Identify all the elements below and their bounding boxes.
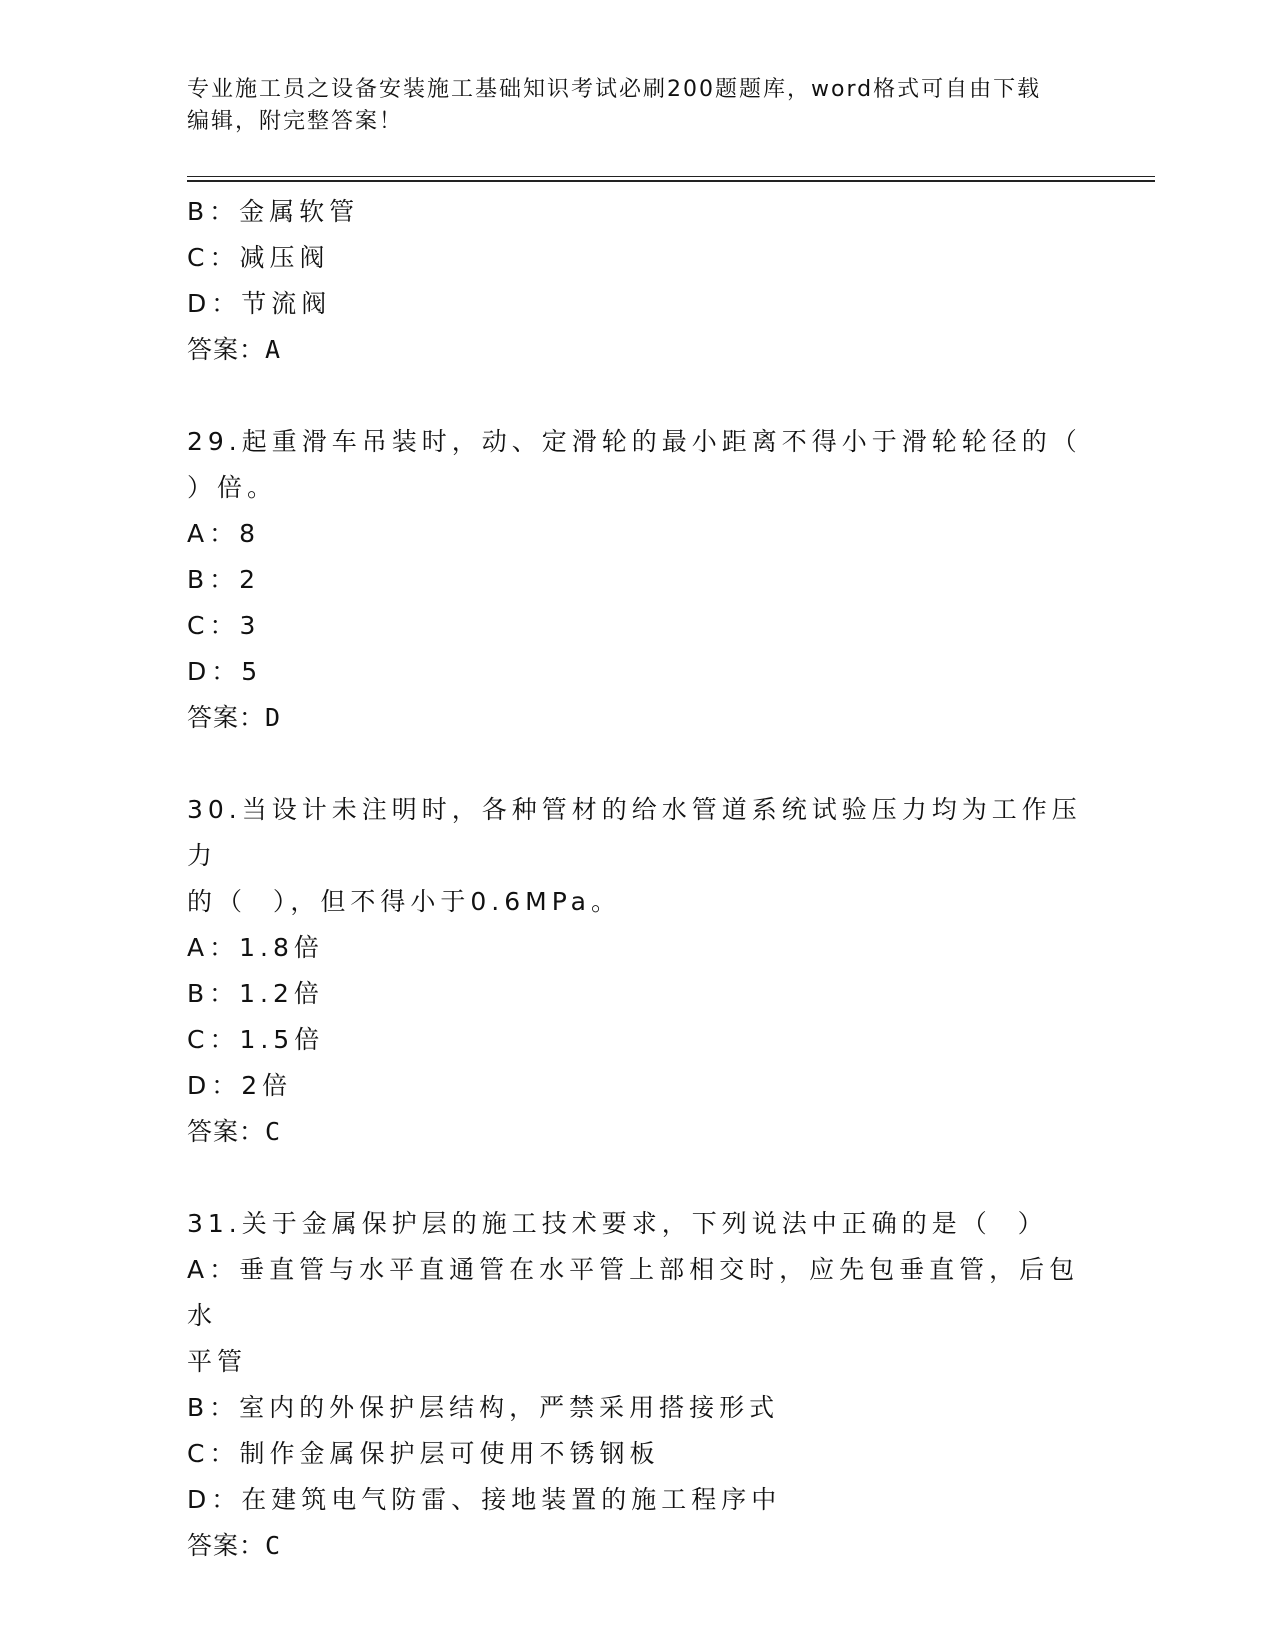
option-c: C：减压阀 xyxy=(187,243,330,272)
option-b: B：室内的外保护层结构，严禁采用搭接形式 xyxy=(187,1393,780,1422)
answer-line: 答案：C xyxy=(187,1531,282,1560)
document-header xyxy=(187,74,1087,138)
spacer xyxy=(187,741,1087,787)
question-30 xyxy=(187,787,1087,1155)
question-stem-line-2: ）倍。 xyxy=(187,473,278,502)
option-d: D：节流阀 xyxy=(187,289,332,318)
answer-line: 答案：C xyxy=(187,1117,282,1146)
header-title-line-1: 专业施工员之设备安装施工基础知识考试必刷200题题库，word格式可自由下载 xyxy=(187,77,1042,102)
option-c: C：3 xyxy=(187,611,261,640)
option-c: C：1.5倍 xyxy=(187,1025,325,1054)
spacer xyxy=(187,1155,1087,1201)
option-b: B：1.2倍 xyxy=(187,979,324,1008)
option-a: A：8 xyxy=(187,519,261,548)
question-list xyxy=(187,189,1087,1569)
question-31 xyxy=(187,1201,1087,1569)
option-a-line-2: 平管 xyxy=(187,1347,248,1376)
question-stem-line-1: 31.关于金属保护层的施工技术要求，下列说法中正确的是（ ） xyxy=(187,1209,1048,1238)
option-d: D：在建筑电气防雷、接地装置的施工程序中 xyxy=(187,1485,782,1514)
option-b: B：2 xyxy=(187,565,261,594)
question-29 xyxy=(187,419,1087,741)
option-a-line-1: A：垂直管与水平直通管在水平管上部相交时，应先包垂直管，后包水 xyxy=(187,1255,1080,1330)
answer-line: 答案：A xyxy=(187,335,282,364)
spacer xyxy=(187,373,1087,419)
question-stem-line-1: 29.起重滑车吊装时，动、定滑轮的最小距离不得小于滑轮轮径的（ xyxy=(187,427,1082,456)
header-divider-thick xyxy=(187,180,1155,182)
option-c: C：制作金属保护层可使用不锈钢板 xyxy=(187,1439,660,1468)
option-d: D：2倍 xyxy=(187,1071,293,1100)
question-stem-line-1: 30.当设计未注明时，各种管材的给水管道系统试验压力均为工作压力 xyxy=(187,795,1082,870)
option-d: D：5 xyxy=(187,657,263,686)
header-title-line-2: 编辑，附完整答案！ xyxy=(187,109,404,134)
question-28 xyxy=(187,189,1087,373)
option-b: B：金属软管 xyxy=(187,197,360,226)
option-a: A：1.8倍 xyxy=(187,933,324,962)
question-stem-line-2: 的（ ），但不得小于0.6MPa。 xyxy=(187,887,621,916)
answer-line: 答案：D xyxy=(187,703,282,732)
header-divider-thin xyxy=(187,176,1155,177)
